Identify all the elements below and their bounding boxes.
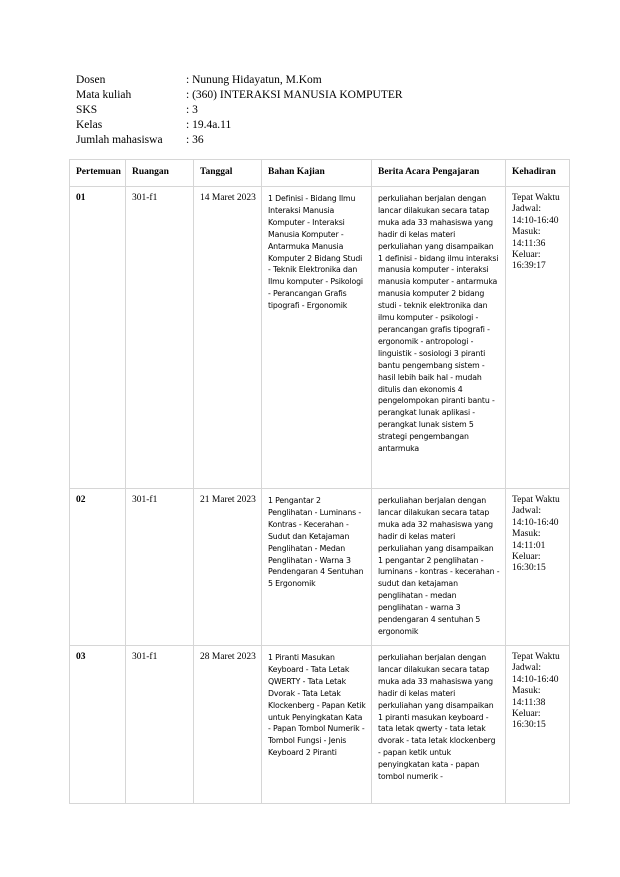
attendance-table (69, 159, 570, 804)
column-header: Pertemuan (70, 160, 126, 187)
cell-bahan-kajian: 1 Definisi - Bidang Ilmu Interaksi Manusia Komputer - Interaksi Manusia Komputer - Antarmuka Manusia Komputer 2 Bidang Studi - Teknik Elektronika dan Ilmu komputer - Psikologi - Perancangan Grafis tipografi - Ergonomik (262, 187, 372, 489)
info-label: Kelas (76, 119, 103, 131)
info-value: : 36 (186, 134, 204, 146)
column-header: Ruangan (126, 160, 194, 187)
cell-kehadiran: Tepat Waktu Jadwal: 14:10-16:40 Masuk: 14:11:01 Keluar: 16:30:15 (506, 489, 570, 646)
column-header: Berita Acara Pengajaran (372, 160, 506, 187)
cell-kehadiran: Tepat Waktu Jadwal: 14:10-16:40 Masuk: 14:11:36 Keluar: 16:39:17 (506, 187, 570, 489)
table-row (70, 489, 570, 646)
info-row-dosen (76, 73, 403, 88)
info-label: Dosen (76, 74, 106, 86)
info-label: Jumlah mahasiswa (76, 134, 163, 146)
cell-pertemuan: 03 (70, 646, 126, 804)
cell-kehadiran: Tepat Waktu Jadwal: 14:10-16:40 Masuk: 14:11:38 Keluar: 16:30:15 (506, 646, 570, 804)
table-row (70, 646, 570, 804)
table-row (70, 187, 570, 489)
cell-tanggal: 14 Maret 2023 (194, 187, 262, 489)
cell-pertemuan: 01 (70, 187, 126, 489)
info-row-mata-kuliah (76, 88, 403, 103)
cell-ruangan: 301-f1 (126, 187, 194, 489)
info-label: SKS (76, 104, 98, 116)
cell-tanggal: 21 Maret 2023 (194, 489, 262, 646)
cell-bahan-kajian: 1 Piranti Masukan Keyboard - Tata Letak QWERTY - Tata Letak Dvorak - Tata Letak Klockenberg - Papan Ketik untuk Penyingkatan Kata - Papan Tombol Numerik - Tombol Fungsi - Jenis Keyboard 2 Piranti (262, 646, 372, 804)
cell-tanggal: 28 Maret 2023 (194, 646, 262, 804)
cell-berita-acara: perkuliahan berjalan dengan lancar dilakukan secara tatap muka ada 33 mahasiswa yang hadir di kelas materi perkuliahan yang disampaikan 1 piranti masukan keyboard - tata letak qwerty - tata letak dvorak - tata letak klockenberg - papan ketik untuk penyingkatan kata - papan tombol numerik - (372, 646, 506, 804)
info-row-sks (76, 103, 403, 118)
info-value: : Nunung Hidayatun, M.Kom (186, 74, 322, 86)
info-label: Mata kuliah (76, 89, 132, 101)
info-value: : (360) INTERAKSI MANUSIA KOMPUTER (186, 89, 403, 101)
info-row-kelas (76, 118, 403, 133)
cell-bahan-kajian: 1 Pengantar 2 Penglihatan - Luminans - Kontras - Kecerahan - Sudut dan Ketajaman Penglihatan - Medan Penglihatan - Warna 3 Pendengaran 4 Sentuhan 5 Ergonomik (262, 489, 372, 646)
column-header: Bahan Kajian (262, 160, 372, 187)
info-row-jumlah-mahasiswa (76, 133, 403, 148)
cell-pertemuan: 02 (70, 489, 126, 646)
course-info (76, 73, 403, 148)
column-header: Tanggal (194, 160, 262, 187)
info-value: : 3 (186, 104, 198, 116)
cell-berita-acara: perkuliahan berjalan dengan lancar dilakukan secara tatap muka ada 32 mahasiswa yang hadir di kelas materi perkuliahan yang disampaikan 1 pengantar 2 penglihatan - luminans - kontras - kecerahan - sudut dan ketajaman penglihatan - medan penglihatan - warna 3 pendengaran 4 sentuhan 5 ergonomik (372, 489, 506, 646)
cell-ruangan: 301-f1 (126, 646, 194, 804)
column-header: Kehadiran (506, 160, 570, 187)
cell-berita-acara: perkuliahan berjalan dengan lancar dilakukan secara tatap muka ada 33 mahasiswa yang hadir di kelas materi perkuliahan yang disampaikan 1 definisi - bidang ilmu interaksi manusia komputer - interaksi manusia komputer - antarmuka manusia komputer 2 bidang studi - teknik elektronika dan ilmu komputer - psikologi - perancangan grafis tipografi - ergonomik - antropologi - linguistik - sosiologi 3 piranti bantu pengembang sistem - hasil lebih baik hal - mudah ditulis dan ekonomis 4 pengelompokan piranti bantu - perangkat lunak aplikasi - perangkat lunak sistem 5 strategi pengembangan antarmuka (372, 187, 506, 489)
info-value: : 19.4a.11 (186, 119, 232, 131)
table-header-row (70, 160, 570, 187)
cell-ruangan: 301-f1 (126, 489, 194, 646)
